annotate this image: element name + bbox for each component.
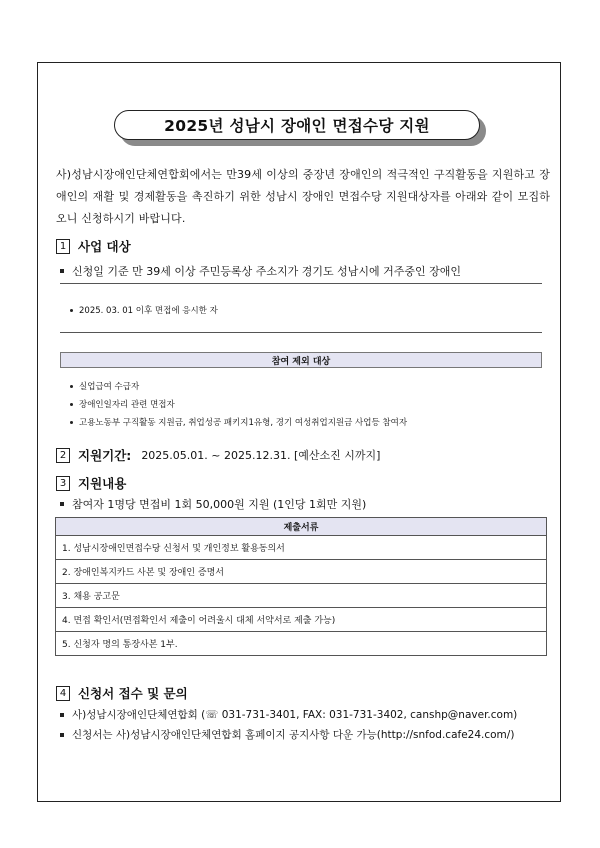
square-bullet-icon	[60, 502, 64, 506]
divider	[60, 332, 542, 333]
dot-bullet-icon	[70, 421, 73, 424]
document-row: 4. 면접 확인서(면접확인서 제출이 어려울시 대체 서약서로 제출 가능)	[56, 608, 547, 632]
dot-bullet-icon	[70, 403, 73, 406]
dot-bullet-icon	[70, 309, 73, 312]
exclusion-item	[70, 398, 175, 410]
section-4-number: 4	[56, 686, 70, 701]
contact-line	[60, 727, 514, 742]
intro-paragraph: 사)성남시장애인단체연합회에서는 만39세 이상의 중장년 장애인의 적극적인 구직활동을 지원하고 장애인의 재활 및 경제활동을 촉진하기 위한 성남시 장애인 면접수당 지원대상자를 아래와 같이 모집하오니 신청하시기 바랍니다.	[56, 168, 550, 225]
section-1-bullet-text: 신청일 기준 만 39세 이상 주민등록상 주소지가 경기도 성남시에 거주중인 장애인	[72, 265, 461, 278]
documents-table-header: 제출서류	[56, 518, 547, 536]
dot-bullet-icon	[70, 385, 73, 388]
page-title: 2025년 성남시 장애인 면접수당 지원	[114, 110, 480, 140]
section-1-heading	[56, 237, 131, 255]
section-4-heading	[56, 684, 188, 702]
period-value: 2025.05.01. ~ 2025.12.31. [예산소진 시까지]	[141, 449, 381, 462]
document-row: 3. 채용 공고문	[56, 584, 547, 608]
section-1-number: 1	[56, 239, 70, 254]
exclusion-item-text: 장애인일자리 관련 면접자	[79, 400, 175, 410]
square-bullet-icon	[60, 733, 64, 737]
section-1-sub-bullet-text: 2025. 03. 01 이후 면접에 응시한 자	[79, 306, 218, 316]
section-3-heading	[56, 474, 126, 492]
exclusion-item-text: 실업급여 수급자	[79, 382, 140, 392]
section-3-title: 지원내용	[78, 476, 127, 491]
contact-line	[60, 707, 517, 722]
section-2-number: 2	[56, 448, 70, 463]
square-bullet-icon	[60, 269, 64, 273]
contact-text: 신청서는 사)성남시장애인단체연합회 홈페이지 공지사항 다운 가능(http://snfod.cafe24.com/)	[72, 729, 515, 741]
exclusion-item-text: 고용노동부 구직활동 지원금, 취업성공 패키지1유형, 경기 여성취업지원금 사업등 참여자	[79, 418, 408, 428]
exclusion-item	[70, 380, 139, 392]
divider	[60, 283, 542, 284]
section-3-number: 3	[56, 476, 70, 491]
contact-text: 사)성남시장애인단체연합회 (☏ 031-731-3401, FAX: 031-731-3402, canshp@naver.com)	[72, 709, 518, 721]
period-label: 지원기간:	[78, 448, 132, 463]
title-banner	[114, 110, 486, 146]
section-1-sub-bullet	[70, 304, 218, 316]
section-3-bullet	[60, 496, 366, 512]
exclusion-item	[70, 416, 407, 428]
document-row: 2. 장애인복지카드 사본 및 장애인 증명서	[56, 560, 547, 584]
section-1-title: 사업 대상	[78, 239, 131, 254]
document-row: 1. 성남시장애인면접수당 신청서 및 개인정보 활용동의서	[56, 536, 547, 560]
documents-table	[55, 517, 547, 656]
section-3-bullet-text: 참여자 1명당 면접비 1회 50,000원 지원 (1인당 1회만 지원)	[72, 498, 367, 511]
section-4-title: 신청서 접수 및 문의	[78, 686, 188, 701]
square-bullet-icon	[60, 713, 64, 717]
document-row: 5. 신청자 명의 통장사본 1부.	[56, 632, 547, 656]
exclusion-header: 참여 제외 대상	[60, 352, 542, 368]
section-2-period	[56, 446, 380, 464]
section-1-bullet	[60, 263, 461, 279]
